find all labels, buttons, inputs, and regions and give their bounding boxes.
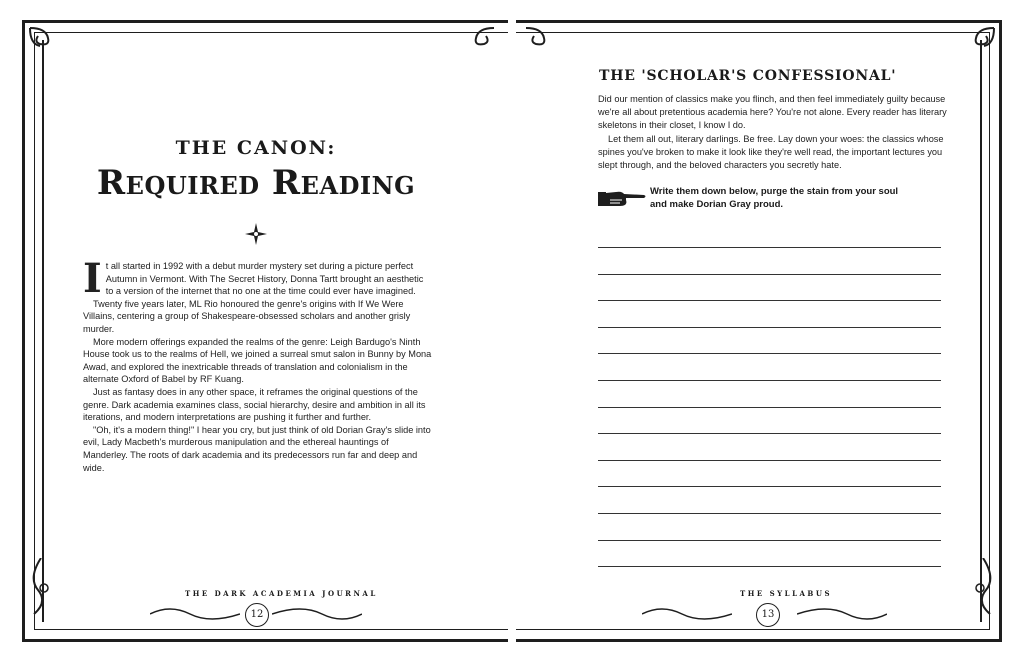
right-page	[512, 0, 1024, 667]
drop-cap: I	[83, 255, 102, 302]
running-footer: THE SYLLABUS	[740, 589, 832, 598]
scroll-ornament	[150, 604, 240, 624]
writing-prompt: Write them down below, purge the stain from your soul and make Dorian Gray proud.	[650, 186, 899, 210]
scroll-ornament	[797, 604, 887, 624]
writing-line[interactable]	[598, 566, 941, 567]
writing-line[interactable]	[598, 353, 941, 354]
paragraph: Let them all out, literary darlings. Be free. Lay down your woes: the classics whose spines you've broken to make it look like they're well read, the important lectures you slept through, and the beloved characters you secretly hate.	[598, 133, 944, 171]
writing-line[interactable]	[598, 327, 941, 328]
page-number: 13	[756, 603, 780, 627]
writing-line[interactable]	[598, 486, 941, 487]
pointing-hand-icon	[596, 188, 648, 210]
fleuron-ornament-icon	[243, 221, 269, 247]
writing-line[interactable]	[598, 407, 941, 408]
paragraph: "Oh, it's a modern thing!" I hear you cry, but just think of old Dorian Gray's slide into evil, Lady Macbeth's murderous manipulation and the ethereal hauntings of Manderley. The roots of dark academia and its predecessors run far and deep and wide.	[83, 424, 431, 473]
paragraph-text: t all started in 1992 with a debut murder mystery set during a picture perfect Autumn in Vermont. With The Secret History, Donna Tartt brought an aesthetic to a version of the internet that no one at the time could ever have imagined.	[105, 261, 424, 297]
paragraph: Twenty five years later, ML Rio honoured the genre's origins with If We Were Villains, centering a group of Shakespeare-obsessed scholars and another grisly murder.	[83, 298, 411, 334]
scroll-ornament	[272, 604, 362, 624]
writing-line[interactable]	[598, 433, 941, 434]
writing-line[interactable]	[598, 274, 941, 275]
section-kicker: THE CANON:	[175, 137, 337, 159]
scroll-ornament	[642, 604, 732, 624]
writing-line[interactable]	[598, 247, 941, 248]
paragraph: Did our mention of classics make you flinch, and then feel immediately guilty because we're all about pretentious academia here? You're not alone. Every reader has literary skeletons in their closet, I know I do.	[598, 94, 947, 131]
paragraph	[83, 255, 433, 302]
paragraph: Just as fantasy does in any other space, it reframes the original questions of the genre. Dark academia examines class, social hierarchy, desire and ambition in all its iterations, and modern interpretations are pushing it further and further.	[83, 386, 426, 423]
article-body	[83, 255, 433, 474]
writing-line[interactable]	[598, 380, 941, 381]
running-footer: THE DARK ACADEMIA JOURNAL	[185, 589, 378, 598]
page-title: Required Reading	[96, 163, 416, 203]
writing-line[interactable]	[598, 540, 941, 541]
writing-line[interactable]	[598, 513, 941, 514]
writing-line[interactable]	[598, 460, 941, 461]
page-number: 12	[245, 603, 269, 627]
section-title: THE 'SCHOLAR'S CONFESSIONAL'	[599, 68, 897, 84]
paragraph: More modern offerings expanded the realms of the genre: Leigh Bardugo's Ninth House took us to the realms of Hell, we joined a surreal smut salon in Bunny by Mona Awad, and explored the inextricable threads of translation and colonialism in the alternate Oxford of Babel by RF Kuang.	[83, 336, 432, 385]
writing-line[interactable]	[598, 300, 941, 301]
intro-text	[598, 93, 948, 172]
